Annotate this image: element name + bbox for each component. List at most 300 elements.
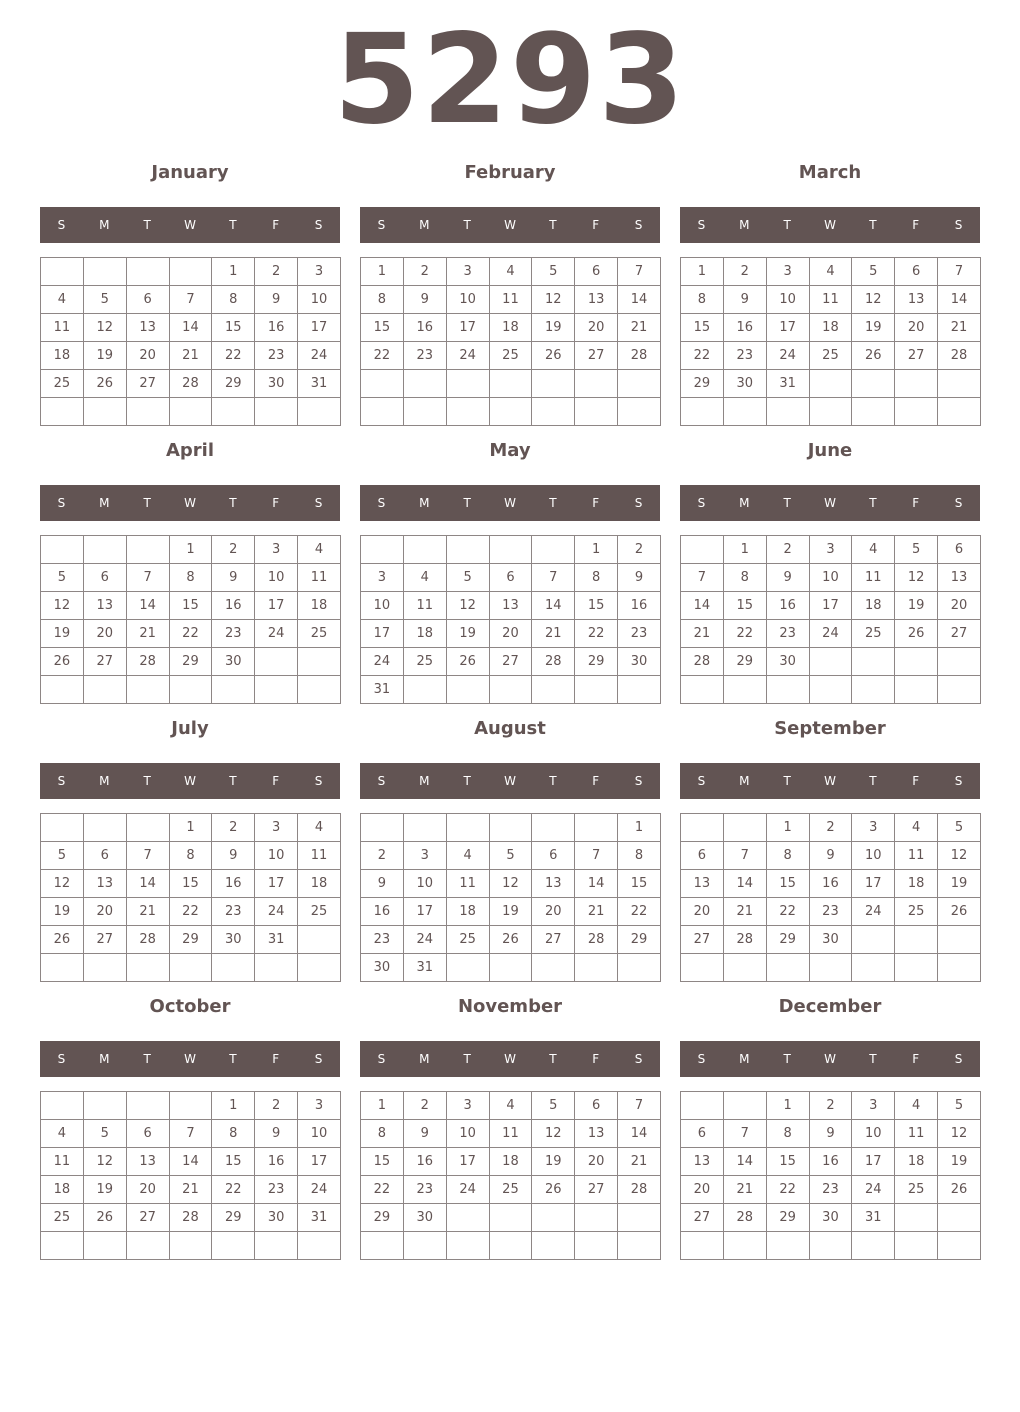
weekday-label: M xyxy=(739,218,750,232)
day-cell: 6 xyxy=(532,842,575,870)
day-cell: 19 xyxy=(83,1176,126,1204)
weekday-label: T xyxy=(869,496,877,510)
month-title: September xyxy=(774,718,886,739)
weekday-label: S xyxy=(314,218,323,232)
month-title: October xyxy=(149,996,231,1017)
day-cell: 28 xyxy=(575,926,618,954)
day-cell xyxy=(212,398,255,426)
week-row xyxy=(681,398,981,426)
day-cell: 19 xyxy=(938,1148,981,1176)
day-cell: 10 xyxy=(852,1120,895,1148)
day-cell xyxy=(895,648,938,676)
day-cell xyxy=(938,1232,981,1260)
month-june xyxy=(680,438,980,704)
day-cell: 27 xyxy=(681,1204,724,1232)
day-cell: 8 xyxy=(169,842,212,870)
day-cell: 16 xyxy=(255,1148,298,1176)
weekday-header xyxy=(40,763,340,799)
day-cell: 15 xyxy=(212,1148,255,1176)
day-cell: 8 xyxy=(766,842,809,870)
day-cell xyxy=(41,536,84,564)
day-cell: 11 xyxy=(895,1120,938,1148)
day-cell: 4 xyxy=(298,536,341,564)
day-cell xyxy=(255,648,298,676)
week-row xyxy=(681,564,981,592)
day-cell: 6 xyxy=(575,258,618,286)
day-cell: 19 xyxy=(41,898,84,926)
day-cell: 20 xyxy=(489,620,532,648)
day-cell: 10 xyxy=(255,564,298,592)
day-cell: 30 xyxy=(403,1204,446,1232)
day-cell: 4 xyxy=(446,842,489,870)
week-row xyxy=(361,814,661,842)
week-row xyxy=(681,1120,981,1148)
day-cell xyxy=(809,370,852,398)
day-cell: 18 xyxy=(446,898,489,926)
day-cell: 22 xyxy=(212,1176,255,1204)
day-cell: 14 xyxy=(618,1120,661,1148)
day-cell: 18 xyxy=(809,314,852,342)
day-cell: 9 xyxy=(255,286,298,314)
day-cell xyxy=(126,398,169,426)
day-cell: 19 xyxy=(532,314,575,342)
day-cell: 11 xyxy=(446,870,489,898)
day-grid xyxy=(680,813,981,982)
day-cell xyxy=(41,1092,84,1120)
week-row xyxy=(361,314,661,342)
day-cell: 20 xyxy=(895,314,938,342)
day-cell xyxy=(446,398,489,426)
weekday-label: W xyxy=(184,496,196,510)
day-cell: 12 xyxy=(83,1148,126,1176)
day-cell: 4 xyxy=(41,1120,84,1148)
day-cell xyxy=(575,398,618,426)
day-cell: 7 xyxy=(723,842,766,870)
weekday-label: T xyxy=(869,774,877,788)
day-cell xyxy=(723,954,766,982)
day-cell xyxy=(298,1232,341,1260)
day-cell: 18 xyxy=(41,1176,84,1204)
day-cell xyxy=(681,1092,724,1120)
day-cell: 3 xyxy=(446,1092,489,1120)
day-cell: 10 xyxy=(852,842,895,870)
day-cell: 28 xyxy=(618,1176,661,1204)
day-grid xyxy=(40,813,341,982)
day-cell xyxy=(83,1232,126,1260)
week-row xyxy=(361,648,661,676)
day-cell: 16 xyxy=(212,592,255,620)
day-cell: 26 xyxy=(532,342,575,370)
week-row xyxy=(681,954,981,982)
day-cell: 26 xyxy=(41,648,84,676)
day-cell: 12 xyxy=(938,1120,981,1148)
day-cell: 15 xyxy=(681,314,724,342)
week-row xyxy=(361,842,661,870)
day-cell xyxy=(852,954,895,982)
day-cell: 21 xyxy=(169,342,212,370)
day-cell: 5 xyxy=(938,1092,981,1120)
day-cell: 14 xyxy=(723,1148,766,1176)
week-row xyxy=(681,814,981,842)
day-cell: 5 xyxy=(895,536,938,564)
weekday-label: S xyxy=(954,774,963,788)
day-cell xyxy=(489,536,532,564)
day-cell: 24 xyxy=(809,620,852,648)
day-cell: 8 xyxy=(361,286,404,314)
day-cell xyxy=(618,676,661,704)
day-cell: 27 xyxy=(489,648,532,676)
day-cell xyxy=(938,370,981,398)
day-grid xyxy=(360,813,661,982)
weekday-label: F xyxy=(272,218,280,232)
day-cell: 28 xyxy=(169,1204,212,1232)
day-cell: 15 xyxy=(766,870,809,898)
week-row xyxy=(41,1148,341,1176)
day-cell: 10 xyxy=(403,870,446,898)
day-cell: 16 xyxy=(766,592,809,620)
day-cell: 2 xyxy=(809,814,852,842)
day-cell: 13 xyxy=(83,870,126,898)
weekday-label: T xyxy=(783,774,791,788)
day-cell: 12 xyxy=(938,842,981,870)
day-cell: 29 xyxy=(361,1204,404,1232)
day-cell xyxy=(298,676,341,704)
day-cell: 26 xyxy=(938,1176,981,1204)
day-cell xyxy=(446,676,489,704)
week-row xyxy=(361,1232,661,1260)
day-cell: 31 xyxy=(298,370,341,398)
day-cell: 9 xyxy=(723,286,766,314)
day-cell: 6 xyxy=(489,564,532,592)
weekday-header xyxy=(40,485,340,521)
day-cell xyxy=(575,370,618,398)
week-row xyxy=(41,1092,341,1120)
day-cell: 19 xyxy=(489,898,532,926)
day-cell: 23 xyxy=(766,620,809,648)
day-cell: 8 xyxy=(169,564,212,592)
day-cell: 10 xyxy=(766,286,809,314)
day-cell: 13 xyxy=(126,314,169,342)
weekday-label: T xyxy=(463,1052,471,1066)
day-cell: 16 xyxy=(361,898,404,926)
day-cell: 25 xyxy=(809,342,852,370)
weekday-label: S xyxy=(377,496,386,510)
day-cell xyxy=(169,676,212,704)
day-cell xyxy=(83,676,126,704)
day-cell xyxy=(532,370,575,398)
day-cell: 21 xyxy=(575,898,618,926)
week-row xyxy=(41,898,341,926)
day-cell: 20 xyxy=(126,342,169,370)
week-row xyxy=(361,1092,661,1120)
day-cell: 17 xyxy=(298,314,341,342)
weekday-header xyxy=(680,485,980,521)
day-cell xyxy=(489,814,532,842)
day-cell: 20 xyxy=(938,592,981,620)
week-row xyxy=(41,676,341,704)
day-cell xyxy=(83,536,126,564)
day-cell xyxy=(126,1232,169,1260)
day-cell: 29 xyxy=(681,370,724,398)
day-cell xyxy=(298,398,341,426)
month-title: March xyxy=(798,162,862,183)
day-cell: 4 xyxy=(298,814,341,842)
day-cell: 23 xyxy=(618,620,661,648)
weekday-label: S xyxy=(314,774,323,788)
weekday-label: F xyxy=(272,774,280,788)
day-cell xyxy=(83,1092,126,1120)
weekday-header xyxy=(360,1041,660,1077)
weekday-label: S xyxy=(377,218,386,232)
weekday-label: S xyxy=(697,218,706,232)
day-cell: 22 xyxy=(169,898,212,926)
day-cell xyxy=(489,398,532,426)
day-cell: 17 xyxy=(809,592,852,620)
month-title: April xyxy=(165,440,215,461)
day-cell: 26 xyxy=(83,370,126,398)
day-cell: 4 xyxy=(895,1092,938,1120)
weekday-label: W xyxy=(504,774,516,788)
day-cell: 20 xyxy=(126,1176,169,1204)
day-cell: 8 xyxy=(212,286,255,314)
day-cell xyxy=(618,1204,661,1232)
day-cell: 26 xyxy=(489,926,532,954)
day-cell: 24 xyxy=(403,926,446,954)
day-cell: 1 xyxy=(766,814,809,842)
day-cell: 7 xyxy=(169,1120,212,1148)
day-cell xyxy=(618,370,661,398)
day-cell xyxy=(361,536,404,564)
day-cell xyxy=(532,814,575,842)
day-cell: 24 xyxy=(298,1176,341,1204)
day-cell: 28 xyxy=(723,926,766,954)
day-cell xyxy=(446,814,489,842)
week-row xyxy=(41,258,341,286)
weekday-label: T xyxy=(143,1052,151,1066)
day-cell: 9 xyxy=(255,1120,298,1148)
day-cell: 27 xyxy=(126,370,169,398)
week-row xyxy=(41,814,341,842)
weekday-label: S xyxy=(377,1052,386,1066)
week-row xyxy=(681,286,981,314)
day-cell xyxy=(212,1232,255,1260)
day-cell xyxy=(938,676,981,704)
day-cell xyxy=(809,1232,852,1260)
day-cell: 26 xyxy=(446,648,489,676)
day-cell: 6 xyxy=(126,286,169,314)
day-cell xyxy=(532,954,575,982)
day-cell: 5 xyxy=(532,1092,575,1120)
day-cell: 5 xyxy=(446,564,489,592)
day-cell xyxy=(83,954,126,982)
day-cell: 15 xyxy=(212,314,255,342)
weekday-label: T xyxy=(463,496,471,510)
day-cell: 4 xyxy=(489,258,532,286)
day-grid xyxy=(360,257,661,426)
day-cell: 1 xyxy=(361,1092,404,1120)
day-cell: 18 xyxy=(298,870,341,898)
day-cell xyxy=(532,398,575,426)
weekday-label: F xyxy=(592,496,600,510)
day-cell xyxy=(895,926,938,954)
day-cell: 13 xyxy=(895,286,938,314)
day-cell: 11 xyxy=(489,286,532,314)
day-cell xyxy=(298,648,341,676)
weekday-label: S xyxy=(377,774,386,788)
week-row xyxy=(361,398,661,426)
day-cell: 2 xyxy=(766,536,809,564)
week-row xyxy=(681,842,981,870)
day-cell: 28 xyxy=(126,648,169,676)
day-cell xyxy=(361,1232,404,1260)
day-cell: 12 xyxy=(41,870,84,898)
day-cell xyxy=(446,1204,489,1232)
day-cell: 12 xyxy=(41,592,84,620)
day-cell: 26 xyxy=(83,1204,126,1232)
day-cell: 22 xyxy=(766,1176,809,1204)
day-cell: 21 xyxy=(618,1148,661,1176)
day-cell: 29 xyxy=(723,648,766,676)
day-cell: 16 xyxy=(723,314,766,342)
day-cell xyxy=(489,1232,532,1260)
weekday-label: T xyxy=(463,218,471,232)
weekday-label: T xyxy=(549,774,557,788)
day-cell: 14 xyxy=(681,592,724,620)
weekday-label: S xyxy=(954,218,963,232)
week-row xyxy=(681,1092,981,1120)
day-cell xyxy=(169,1092,212,1120)
day-cell: 23 xyxy=(361,926,404,954)
day-cell: 14 xyxy=(532,592,575,620)
month-title: January xyxy=(151,162,229,183)
day-cell: 24 xyxy=(852,898,895,926)
day-cell: 30 xyxy=(255,370,298,398)
week-row xyxy=(361,898,661,926)
day-cell xyxy=(895,1204,938,1232)
day-cell xyxy=(126,814,169,842)
day-cell: 8 xyxy=(618,842,661,870)
day-cell: 20 xyxy=(681,1176,724,1204)
day-cell: 28 xyxy=(532,648,575,676)
day-cell: 7 xyxy=(169,286,212,314)
day-cell: 12 xyxy=(489,870,532,898)
day-cell: 31 xyxy=(403,954,446,982)
year-title: 5293 xyxy=(333,8,687,152)
day-cell: 24 xyxy=(255,620,298,648)
day-cell: 9 xyxy=(361,870,404,898)
week-row xyxy=(681,648,981,676)
day-cell xyxy=(575,676,618,704)
day-cell: 12 xyxy=(532,1120,575,1148)
day-cell: 16 xyxy=(403,314,446,342)
week-row xyxy=(41,398,341,426)
day-cell: 1 xyxy=(766,1092,809,1120)
weekday-label: S xyxy=(697,1052,706,1066)
day-cell: 16 xyxy=(809,870,852,898)
month-november xyxy=(360,994,660,1260)
day-cell: 14 xyxy=(938,286,981,314)
day-cell: 27 xyxy=(938,620,981,648)
week-row xyxy=(41,342,341,370)
day-cell: 15 xyxy=(169,870,212,898)
weekday-label: T xyxy=(143,218,151,232)
month-april xyxy=(40,438,340,704)
week-row xyxy=(361,258,661,286)
day-cell: 18 xyxy=(489,1148,532,1176)
day-cell: 3 xyxy=(298,258,341,286)
day-cell: 25 xyxy=(41,370,84,398)
weekday-label: S xyxy=(57,774,66,788)
week-row xyxy=(41,286,341,314)
day-cell xyxy=(126,258,169,286)
day-cell xyxy=(298,926,341,954)
day-cell: 27 xyxy=(83,926,126,954)
week-row xyxy=(681,870,981,898)
day-cell xyxy=(723,676,766,704)
day-cell: 6 xyxy=(575,1092,618,1120)
weekday-header xyxy=(360,207,660,243)
day-cell: 6 xyxy=(681,1120,724,1148)
week-row xyxy=(361,954,661,982)
day-cell xyxy=(361,398,404,426)
day-cell: 3 xyxy=(255,536,298,564)
day-cell: 6 xyxy=(681,842,724,870)
day-cell: 11 xyxy=(895,842,938,870)
weekday-label: W xyxy=(824,774,836,788)
day-cell: 28 xyxy=(723,1204,766,1232)
week-row xyxy=(41,620,341,648)
week-row xyxy=(41,370,341,398)
month-title: May xyxy=(489,440,531,461)
day-cell xyxy=(255,676,298,704)
day-cell: 8 xyxy=(361,1120,404,1148)
day-cell: 16 xyxy=(809,1148,852,1176)
day-cell: 19 xyxy=(852,314,895,342)
weekday-label: M xyxy=(99,774,110,788)
day-cell: 18 xyxy=(298,592,341,620)
day-cell: 11 xyxy=(298,564,341,592)
weekday-header xyxy=(360,763,660,799)
day-cell xyxy=(255,954,298,982)
day-cell: 4 xyxy=(489,1092,532,1120)
day-cell: 5 xyxy=(938,814,981,842)
month-title: December xyxy=(778,996,882,1017)
day-cell xyxy=(681,398,724,426)
day-cell xyxy=(895,1232,938,1260)
day-cell: 16 xyxy=(212,870,255,898)
day-cell: 30 xyxy=(618,648,661,676)
day-cell xyxy=(403,370,446,398)
day-cell: 6 xyxy=(938,536,981,564)
day-cell: 11 xyxy=(403,592,446,620)
day-cell: 22 xyxy=(681,342,724,370)
week-row xyxy=(361,926,661,954)
day-cell: 9 xyxy=(809,1120,852,1148)
day-grid xyxy=(40,535,341,704)
day-cell: 25 xyxy=(852,620,895,648)
day-cell: 23 xyxy=(255,342,298,370)
day-cell xyxy=(255,1232,298,1260)
week-row xyxy=(361,620,661,648)
weekday-label: M xyxy=(739,496,750,510)
weekday-label: T xyxy=(229,496,237,510)
day-cell: 31 xyxy=(298,1204,341,1232)
weekday-header xyxy=(360,485,660,521)
weekday-label: S xyxy=(697,496,706,510)
day-cell xyxy=(446,370,489,398)
week-row xyxy=(361,1176,661,1204)
day-cell xyxy=(618,954,661,982)
